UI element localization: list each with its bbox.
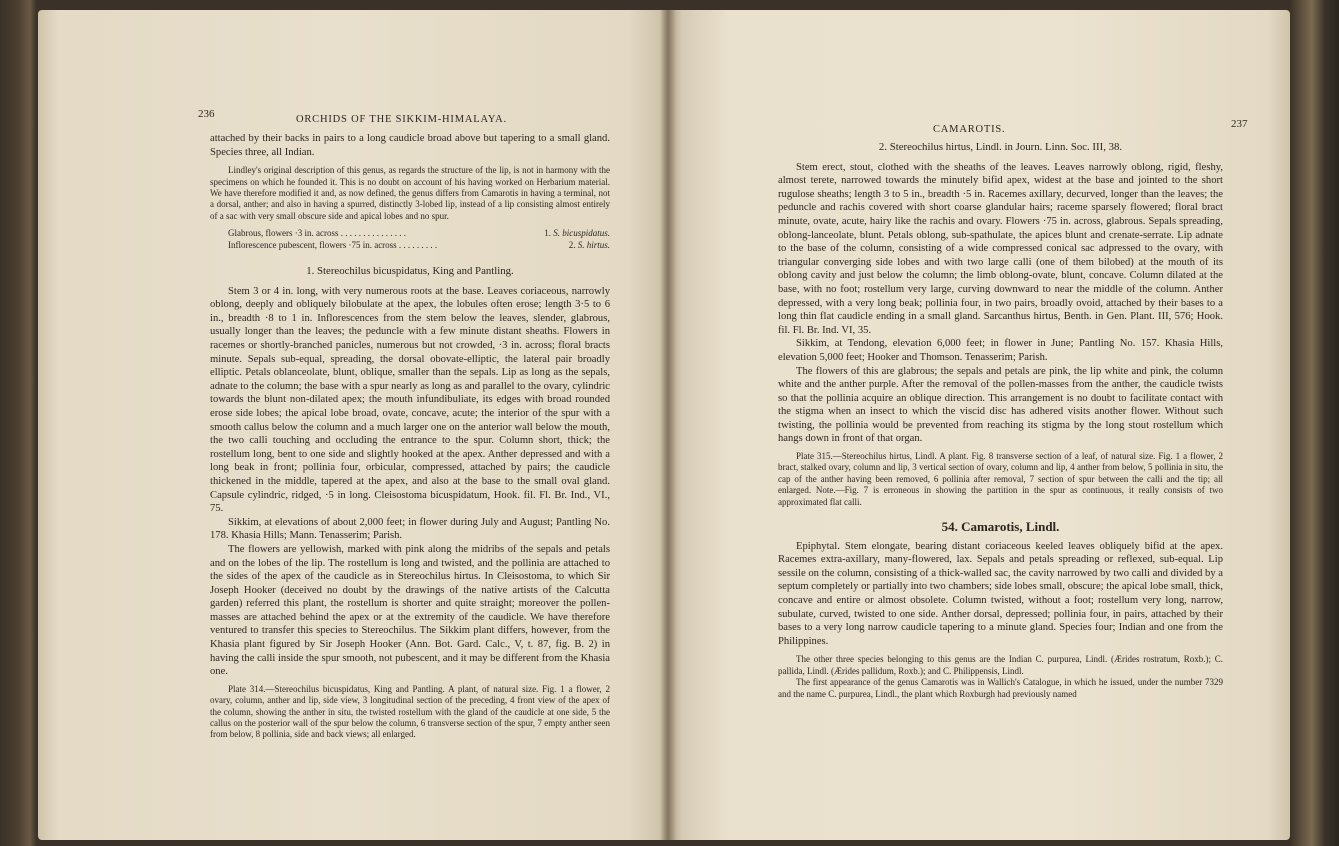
genus-heading: 54. Camarotis, Lindl.: [941, 519, 1060, 535]
plate-caption-315: Plate 315.—Stereochilus hirtus, Lindl. A plant. Fig. 8 transverse section of a leaf, of natural size. Fig. 1 a flower, 2 bract, stalked ovary, column and lip, 3 vertical section of ovary, column and lip, 4 anther from below, 5 pollinia in situ, the cap of the anther having been removed, 6 pollinia after removal, 7 section of spur between the calli and the tip; all enlarged. Note.—Fig. 7 is erroneous in showing the partition in the spur as continuous, it really consists of two approximated flat calli.: [778, 451, 1223, 507]
genus-description: Epiphytal. Stem elongate, bearing distant coriaceous keeled leaves obliquely bifid at the apex. Racemes extra-axillary, many-flowered, lax. Sepals and petals spreading or reflexed, sub-equal. Lip sessile on the column, consisting of a thick-walled sac, the cavity narrowed by two calli and divided by a septum completely or partially into two chambers; side lobes small, obscure; the apical lobe small, thick, concave and entire or almost obsolete. Column twisted, without a foot; rostellum very long, narrow, subulate, curved, twisted to one side. Anther dorsal, depressed; pollinia four, in pairs, attached by their bases to a very long narrow caudicle tapering to a minute gland. Species four; Indian and one from the Philippines.: [778, 540, 1223, 647]
key-desc: Inflorescence pubescent, flowers ·75 in. across . . . . . . . . .: [228, 239, 438, 250]
key-number: 1.: [544, 228, 551, 239]
flowers-paragraph-1: The flowers are yellowish, marked with pink along the midribs of the sepals and petals and on the lobes of the lip. The rostellum is long and twisted, and the pollinia are attached to the sides of the apex of the caudicle as in Stereochilus hirtus. In Cleisostoma, to which Sir Joseph Hooker (deceived no doubt by the drawings of the native artists of the Calcutta garden) referred this plant, the rostellum is shorter and quite straight; moreover the pollen-masses are attached behind the apex or at the extremity of the caudicle. We have therefore ventured to transfer this species to Stereochilus. The Sikkim plant differs, however, from the Khasia plant figured by Sir Joseph Hooker (Ann. Bot. Gard. Calc., V, t. 87, fig. B. 2) in having the calli inside the spur smooth, not pubescent, and it may be different from the Khasia one.: [210, 543, 610, 678]
intro-paragraph: attached by their backs in pairs to a long caudicle broad above but tapering to a small gland. Species three, all Indian.: [210, 133, 610, 158]
flowers-paragraph-2: The flowers of this are glabrous; the sepals and petals are pink, the lip white and pink, the column white and the anther purple. After the removal of the pollen-masses from the anther, the caudicle twists so that the pollinia acquire an oblique direction. This arrangement is no doubt to facilitate contact with the stigma when an insect to which the viscid disc has adhered visits another flower. Without such twisting, the pollinia would be prevented from reaching its stigma by the long stout rostellum which hangs down in front of that organ.: [778, 365, 1223, 445]
key-row-2: [228, 240, 610, 251]
running-head-right: CAMAROTIS.: [933, 124, 1006, 135]
species-description-2: Stem erect, stout, clothed with the sheaths of the leaves. Leaves narrowly oblong, rigid, fleshy, almost terete, narrowed towards the minutely bifid apex, widest at the base and jointed to the short rugulose sheaths; length 3 to 5 in., breadth ·5 in. Racemes axillary, decurved, longer than the leaves; the peduncle and rachis covered with short coarse glandular hairs; raceme sparsely flowered; floral bract minute, ovate, acute, hairy like the rachis and ovary. Flowers ·75 in. across, glabrous. Sepals spreading, oblong-lanceolate, blunt. Petals oblong, sub-spathulate, the apices blunt and crenate-serrate. Lip adnate to the base of the column, consisting of a wide compressed conical sac adpressed to the ovary, with triangular converging side lobes and with two large calli (one of them bilobed) at the mouth of its oblong cavity and just below the column; the limb oblong-ovate, blunt, concave. Column dilated at the base, with no foot; rostellum very large, curving downward to near the middle of the column. Anther depressed, with a very long beak; pollinia four, in two pairs, broadly ovoid, attached by their bases to a long thin flat caudicle ending in a small gland. Sarcanthus hirtus, Benth. in Gen. Plant. III, 576; Hook. fil. Fl. Br. Ind. VI, 35.: [778, 161, 1223, 336]
key-species: S. bicuspidatus.: [553, 228, 610, 239]
page-number-right: 237: [1231, 118, 1248, 130]
distribution-paragraph-2: Sikkim, at Tendong, elevation 6,000 feet; in flower in June; Pantling No. 157. Khasia Hills, elevation 5,000 feet; Hooker and Thomson. Tenasserim; Parish.: [778, 338, 1223, 363]
book-gutter: [660, 10, 676, 840]
species-heading-2: 2. Stereochilus hirtus, Lindl. in Journ. Linn. Soc. III, 38.: [878, 141, 1123, 153]
species-description-1: Stem 3 or 4 in. long, with very numerous roots at the base. Leaves coriaceous, narrowly oblong, deeply and obliquely bilobulate at the apex, the lobules often erose; length 3·5 to 6 in., breadth ·8 to 1 in. Inflorescences from the stem below the leaves, slender, glabrous, usually longer than the leaves; the peduncle with a few minute distant sheaths. Flowers in racemes or shortly-branched panicles, numerous but not crowded, ·3 in. across; floral bracts minute. Sepals sub-equal, spreading, the dorsal obovate-elliptic, the lateral pair broadly elliptic. Petals oblanceolate, blunt, oblique, smaller than the sepals. Lip as long as the sepals, adnate to the column; the base with a spur nearly as long as and parallel to the ovary, cylindric towards the blunt non-dilated apex; the mouth infundibuliate, its edges with broad rounded erose side lobes; the apical lobe broad, ovate, concave, acute; the interior of the spur with a smooth callus below the column and a much larger one on the anterior wall below the mouth, the two calli touching and occluding the entrance to the spur. Column short, thick; the rostellum long, bent to one side and slightly hooked at the apex. Anther depressed and with a long beak in front; pollinia four, orbicular, compressed, attached by pairs; the caudicle thickened in the middle, tapered at the apex, and also at the base to the small oval gland. Capsule cylindric, ridged, ·5 in long. Cleisostoma bicuspidatum, Hook. fil. Fl. Br. Ind., VI., 75.: [210, 285, 610, 515]
genus-note-1: The other three species belonging to this genus are the Indian C. purpurea, Lindl. (Ærides rostratum, Roxb.); C. pallida, Lindl. (Ærides pallidum, Roxb.); and C. Philippensis, Lindl.: [778, 654, 1223, 676]
page-number-left: 236: [198, 108, 215, 120]
left-page: [38, 10, 668, 840]
key-species: S. hirtus.: [577, 239, 610, 250]
distribution-paragraph-1: Sikkim, at elevations of about 2,000 feet; in flower during July and August; Pantling No. 178. Khasia Hills; Mann. Tenasserim; Parish.: [210, 516, 610, 542]
left-text-column: [210, 132, 610, 741]
key-number: 2.: [568, 239, 576, 250]
species-heading-1: 1. Stereochilus bicuspidatus, King and Pantling.: [306, 265, 514, 278]
genus-note-2: The first appearance of the genus Camarotis was in Wallich's Catalogue, in which he issued, under the number 7329 and the name C. purpurea, Lindl., the plant which Roxburgh had previously named: [778, 677, 1223, 699]
key-desc: Glabrous, flowers ·3 in. across . . . . . . . . . . . . . . .: [228, 228, 406, 239]
plate-caption-314: Plate 314.—Stereochilus bicuspidatus, King and Pantling. A plant, of natural size. Fig. 1 a flower, 2 ovary, column, anther and lip, side view, 3 longitudinal section of the preceding, 4 front view of the apex of the column, showing the anther in situ, the twisted rostellum with the gland of the caudicle at one side, 5 the callus on the posterior wall of the spur below the column, 6 transverse section of the spur, 7 empty anther seen from below, 8 pollinia, side and back views; all enlarged.: [210, 683, 610, 740]
running-head-left: ORCHIDS OF THE SIKKIM-HIMALAYA.: [296, 114, 507, 125]
key-row-1: [228, 228, 610, 239]
genus-note-paragraph: Lindley's original description of this genus, as regards the structure of the lip, is not in harmony with the specimens on which he founded it. This is no doubt on account of his having worked on Herbarium material. We have therefore modified it and, as now defined, the genus differs from Camarotis in having a terminal, not a dorsal, anther; and also in having a spurred, distinctly 3-lobed lip, instead of a lip consisting almost entirely of a sac with very small obscure side and apical lobes and no spur.: [210, 165, 610, 221]
right-text-column: [778, 141, 1223, 700]
right-page: [668, 10, 1290, 840]
